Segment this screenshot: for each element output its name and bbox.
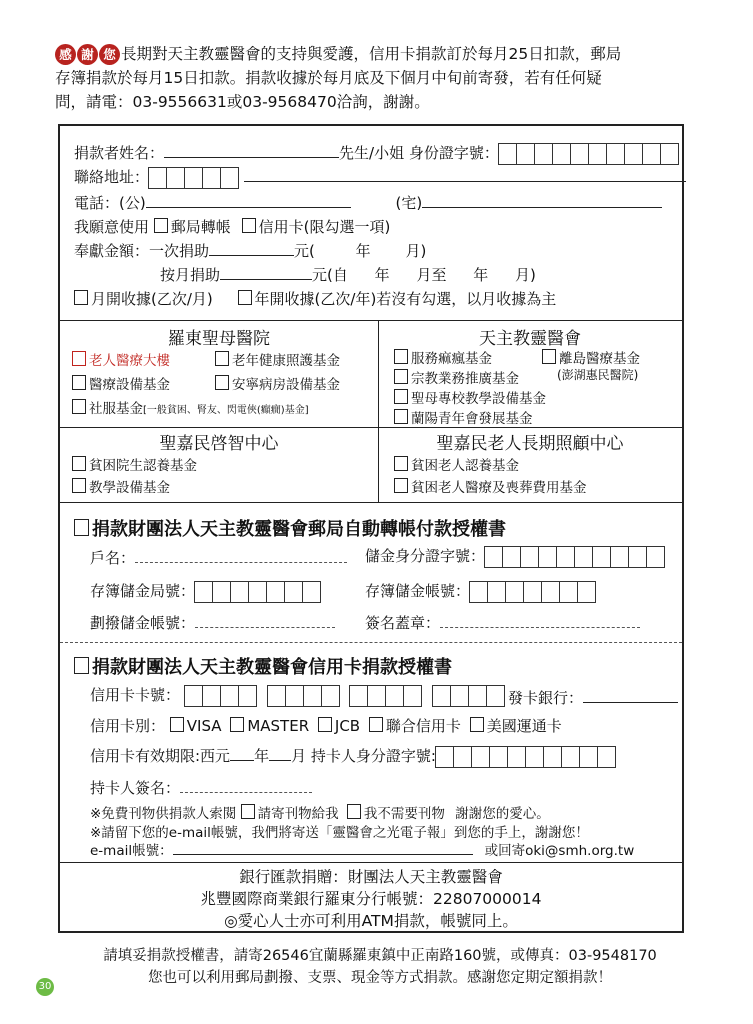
address-label: 聯絡地址：: [74, 168, 150, 186]
send-publication-checkbox[interactable]: [241, 804, 255, 819]
monthly-year-from: 年: [374, 266, 390, 284]
office-no-boxes[interactable]: [195, 581, 321, 603]
donation-form: [58, 124, 684, 933]
email-row: e-mail帳號： 或回寄oki@smh.org.tw: [90, 839, 634, 859]
mastercard-checkbox[interactable]: [230, 717, 244, 732]
postal-authorization-checkbox[interactable]: [74, 519, 89, 536]
donor-name-field[interactable]: [164, 143, 339, 158]
depositor-id-boxes[interactable]: [485, 546, 665, 568]
monthly-label: 按月捐助: [160, 266, 221, 284]
holder-id-boxes[interactable]: [436, 746, 616, 768]
email-note: ※請留下您的e-mail帳號，我們將寄送「靈醫會之光電子報」到您的手上，謝謝您！: [90, 825, 589, 841]
publication-row: ※免費刊物供捐款人索閱 請寄刊物給我 我不需要刊物 謝謝您的愛心。: [90, 806, 550, 822]
fund-social-service[interactable]: 社服基金[一般貧困、腎友、閃電俠(癲癇)基金]: [72, 397, 309, 417]
phone-office-label: 電話：(公): [74, 194, 146, 212]
divider: [60, 862, 682, 863]
footer-line-2: 您也可以利用郵局劃撥、支票、現金等方式捐款。感謝您定期定額捐款！: [148, 970, 612, 986]
account-no-row: 存簿儲金帳號：: [365, 580, 596, 603]
holder-signature-row: 持卡人簽名：: [90, 777, 312, 798]
credit-card-authorization-title: 捐款財團法人天主教靈醫會信用卡捐款授權書: [74, 653, 452, 679]
donor-name-label: 捐款者姓名：: [74, 144, 165, 162]
intro-line-1: 長期對天主教靈醫會的支持與愛護，信用卡捐款訂於每月25日扣款，郵局: [121, 45, 622, 63]
account-no-boxes[interactable]: [470, 581, 596, 603]
address-field[interactable]: [244, 167, 686, 182]
thanks-badge-2: 謝: [77, 44, 98, 65]
payment-method-row: [74, 216, 390, 237]
postal-authorization-title: 捐款財團法人天主教靈醫會郵局自動轉帳付款授權書: [74, 515, 506, 541]
page-number: 30: [36, 978, 54, 996]
visa-checkbox[interactable]: [170, 717, 184, 732]
fund-school-equipment[interactable]: 聖母專校教學設備基金: [394, 387, 546, 407]
card-type-row: 信用卡別： VISA MASTER JCB 聯合信用卡 美國運通卡: [90, 717, 562, 735]
phone-office-field[interactable]: [146, 193, 351, 208]
card-number-group-4[interactable]: [433, 685, 505, 707]
credit-card-authorization-checkbox[interactable]: [74, 657, 89, 674]
card-number-row: 信用卡卡號：: [90, 684, 505, 707]
card-number-group-3[interactable]: [350, 685, 422, 707]
fund-elder-medical-funeral[interactable]: 貧困老人醫療及喪葬費用基金: [394, 476, 587, 496]
fund-elder-sponsorship[interactable]: 貧困老人認養基金: [394, 454, 519, 474]
divider: [60, 502, 682, 503]
phone-row: [74, 192, 662, 213]
card-number-group-1[interactable]: [185, 685, 257, 707]
fund-elderly-care[interactable]: 老年健康照護基金: [215, 349, 340, 369]
fund-island-medical[interactable]: 離島醫療基金: [542, 347, 640, 367]
yearly-receipt-checkbox[interactable]: [238, 290, 252, 305]
monthly-receipt-checkbox[interactable]: [74, 290, 88, 305]
month-label: 月): [405, 242, 427, 260]
bank-line-1: 銀行匯款捐贈：財團法人天主教靈醫會: [239, 868, 503, 886]
bank-line-2: 兆豐國際商業銀行羅東分行帳號：22807000014: [200, 890, 542, 908]
dashed-divider: [60, 642, 682, 643]
payment-method-label: 我願意使用: [74, 218, 150, 236]
account-name-field[interactable]: [135, 550, 347, 563]
id-number-boxes[interactable]: [499, 143, 679, 165]
postal-transfer-label: 郵局轉帳: [170, 218, 231, 236]
bank-info: [60, 866, 682, 932]
intro-text: [55, 42, 715, 114]
phone-home-label: (宅): [395, 194, 423, 212]
credit-card-checkbox[interactable]: [242, 218, 256, 233]
postcode-boxes[interactable]: [149, 167, 239, 189]
email-field[interactable]: [173, 840, 473, 855]
year-label: 年: [355, 242, 371, 260]
monthly-year-to: 年: [473, 266, 489, 284]
one-time-amount-field[interactable]: [209, 241, 294, 256]
divider: [60, 427, 682, 428]
fund-medical-equipment[interactable]: 醫療設備基金: [72, 373, 170, 393]
receipt-row: [74, 288, 556, 309]
fund-elderly-building[interactable]: 老人醫療大樓: [72, 349, 170, 369]
monthly-receipt-label: 月開收據(乙次/月): [91, 290, 213, 308]
holder-id-label: 持卡人身分證字號:: [310, 747, 436, 765]
fund-religious-promotion[interactable]: 宗教業務推廣基金: [394, 367, 519, 387]
holder-signature-field[interactable]: [180, 780, 312, 793]
issuing-bank-field[interactable]: [583, 688, 678, 703]
monthly-amount-field[interactable]: [220, 265, 312, 280]
office-no-row: 存簿儲金局號：: [90, 580, 321, 603]
bank-line-3: ◎愛心人士亦可利用ATM捐款，帳號同上。: [224, 912, 518, 930]
fund-leprosy-service[interactable]: 服務痲瘋基金: [394, 347, 492, 367]
transfer-no-field[interactable]: [195, 615, 335, 628]
expiry-row: 信用卡有效期限:西元 年 月 持卡人身分證字號:: [90, 745, 616, 768]
intro-line-3: 問，請電：03-9556631或03-9568470洽詢，謝謝。: [55, 93, 430, 111]
postal-transfer-checkbox[interactable]: [154, 218, 168, 233]
intro-line-2: 存簿捐款於每月15日扣款。捐款收據於每月底及下個月中旬前寄發，若有任何疑: [55, 69, 602, 87]
amount-label: 奉獻金額：一次捐助: [74, 242, 210, 260]
yearly-receipt-label: 年開收據(乙次/年)若沒有勾選，以月收據為主: [254, 290, 557, 308]
signature-field[interactable]: [440, 615, 640, 628]
expiry-year-field[interactable]: [230, 746, 254, 761]
union-card-checkbox[interactable]: [369, 717, 383, 732]
one-time-amount-row: [74, 240, 426, 261]
credit-card-label: 信用卡(限勾選一項): [258, 218, 391, 236]
footer-line-1: 請填妥捐款授權書，請寄26546宜蘭縣羅東鎮中正南路160號，或傳真：03-9548170: [103, 948, 657, 964]
thanks-badge-1: 感: [55, 44, 76, 65]
donor-title-label: 先生/小姐: [339, 144, 405, 162]
amex-checkbox[interactable]: [470, 717, 484, 732]
st-camillus-center-title: 聖嘉民啓智中心: [159, 434, 279, 454]
id-number-label: 身份證字號：: [408, 144, 499, 162]
signature-row: 簽名蓋章：: [365, 612, 640, 633]
fund-youth-development[interactable]: 蘭陽青年會發展基金: [394, 407, 533, 427]
address-row: [74, 166, 686, 189]
fund-hospice-equipment[interactable]: 安寧病房設備基金: [215, 373, 340, 393]
camillian-title: 天主教靈醫會: [479, 329, 581, 349]
divider: [60, 320, 682, 321]
transfer-no-row: 劃撥儲金帳號：: [90, 612, 335, 633]
fund-student-sponsorship[interactable]: 貧困院生認養基金: [72, 454, 197, 474]
footer: [40, 945, 720, 989]
monthly-yuan-from: 元(自: [312, 266, 348, 284]
issuing-bank-row: 發卡銀行：: [508, 687, 678, 708]
card-number-group-2[interactable]: [268, 685, 340, 707]
donor-name-row: [74, 142, 679, 165]
yuan-label: 元(: [294, 242, 315, 260]
expiry-month-field[interactable]: [269, 746, 291, 761]
depositor-id-row: 儲金身分證字號：: [365, 545, 665, 568]
jcb-checkbox[interactable]: [318, 717, 332, 732]
luodong-hospital-title: 羅東聖母醫院: [168, 329, 270, 349]
penghu-hospital-note: (澎湖惠民醫院): [557, 368, 639, 382]
elder-care-center-title: 聖嘉民老人長期照顧中心: [436, 434, 624, 454]
monthly-month-end: 月): [515, 266, 536, 284]
thanks-badge-3: 您: [99, 44, 120, 65]
account-name-row: 戶名：: [90, 547, 347, 568]
monthly-amount-row: [160, 264, 536, 285]
monthly-month-to: 月至: [416, 266, 447, 284]
no-publication-checkbox[interactable]: [347, 804, 361, 819]
fund-teaching-equipment[interactable]: 教學設備基金: [72, 476, 170, 496]
phone-home-field[interactable]: [422, 193, 662, 208]
